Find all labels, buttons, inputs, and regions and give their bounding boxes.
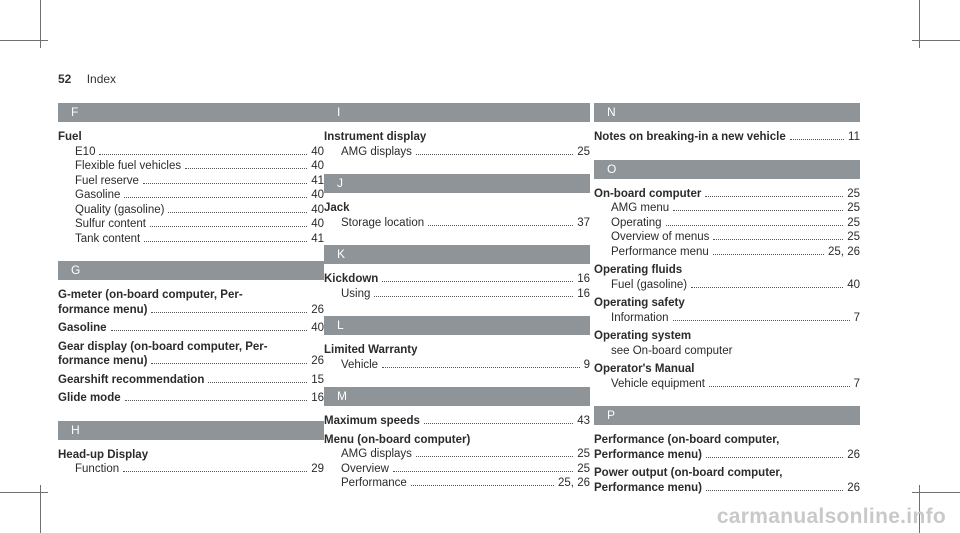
dot-leader [125,400,308,401]
section-letter-bar: K [324,245,590,264]
section-letter-bar: O [594,160,860,179]
page-ref: 40 [311,322,324,334]
index-subentry [324,287,590,302]
index-entry-row [58,391,324,406]
index-entry [58,288,324,317]
index-entry-row [58,373,324,388]
dot-leader [168,212,307,213]
page-number: 52 [58,72,72,86]
dot-leader [706,490,843,491]
index-column-3 [594,103,860,510]
section-letter-bar: I [324,103,590,122]
index-subentry [324,216,590,231]
page-ref: 7 [853,311,860,324]
dot-leader [124,197,307,198]
subentry-label: Using [341,287,371,300]
dot-leader [144,241,307,242]
section-entries [324,122,590,159]
index-entry-row [594,187,860,202]
subentry-label: Fuel (gasoline) [611,278,688,291]
subentry-label: Performance menu [611,245,709,258]
index-subentry [58,159,324,174]
entry-title: Gearshift recommendation [58,373,205,386]
dot-leader [382,367,580,368]
index-section [324,174,590,230]
index-entry-row [58,130,324,145]
index-section [58,261,324,406]
entry-title: Gasoline [58,322,107,334]
entry-title: Performance (on-board computer, [594,434,780,446]
crop-mark [0,492,48,493]
subentry-label: Sulfur content [75,218,146,230]
section-entries [594,122,860,145]
page-ref: 16 [311,392,324,404]
entry-title: Kickdown [324,273,379,285]
page-ref: 40 [311,160,324,172]
page-ref: 7 [853,377,860,390]
index-entry-row [58,321,324,336]
index-entry [324,201,590,230]
index-entry-row [324,272,590,287]
subentry-label: see On-board computer [611,344,733,357]
index-entry [324,343,590,372]
page-ref: 16 [577,273,590,285]
entry-title-cont: Performance menu) [594,448,703,461]
index-entry [324,414,590,429]
dot-leader [393,471,573,472]
section-letter-bar: F [58,103,324,122]
subentry-label: Operating [611,216,662,229]
crop-mark [912,40,960,41]
index-subentry [594,311,860,326]
index-entry-row [324,201,590,216]
section-entries [324,264,590,301]
index-entry-row [58,354,324,369]
index-section [594,406,860,495]
index-entry-row [58,340,324,355]
subentry-label: Performance [341,477,407,489]
section-letter-bar: G [58,261,324,280]
page-ref: 40 [311,189,324,201]
index-entry-row [594,130,860,145]
dot-leader [151,363,307,364]
dot-leader [713,254,824,255]
index-entry-row [594,466,860,481]
page-ref: 40 [311,203,324,216]
entry-title: On-board computer [594,187,702,200]
page-ref: 16 [577,287,590,300]
entry-title: Jack [324,202,350,214]
entry-title: Fuel [58,131,82,143]
page-ref: 43 [577,415,590,427]
entry-title: Glide mode [58,392,121,404]
dot-leader [424,423,573,424]
index-subentry [58,203,324,218]
subentry-label: E10 [75,145,96,158]
index-subentry [324,462,590,477]
index-entry [594,187,860,260]
index-column-2 [324,103,590,506]
index-subentry [58,145,324,160]
index-entry-row [324,343,590,358]
section-letter-bar: J [324,174,590,193]
index-entry-row [324,130,590,145]
dot-leader [706,457,843,458]
page-ref: 26 [847,481,860,494]
section-entries [58,440,324,477]
index-entry [594,433,860,462]
subentry-label: Information [611,311,669,324]
subentry-label: Quality (gasoline) [75,203,165,216]
entry-title: Power output (on-board computer, [594,467,783,479]
index-entry-row [594,433,860,448]
index-section [594,103,860,145]
dot-leader [790,139,844,140]
page-ref: 25 [577,145,590,158]
dot-leader [382,281,573,282]
entry-title: Operating safety [594,297,685,309]
page-ref: 15 [311,373,324,386]
dot-leader [151,312,307,313]
index-entry-row [58,303,324,318]
subentry-label: AMG menu [611,202,670,214]
subentry-label: AMG displays [341,448,412,460]
index-entry-row [594,329,860,344]
index-entry [594,296,860,325]
index-section [324,316,590,372]
section-letter-bar: H [58,421,324,440]
index-entry-row [324,414,590,429]
dot-leader [666,225,844,226]
page-ref: 25 [847,202,860,214]
page-ref: 40 [847,278,860,291]
index-entry [58,130,324,246]
index-entry [58,448,324,477]
crop-mark [0,40,48,41]
index-column-1 [58,103,324,492]
entry-title-cont: Performance menu) [594,481,703,494]
index-subentry [594,201,860,216]
index-section [58,421,324,477]
section-entries [594,425,860,495]
index-entry [58,321,324,336]
section-entries [324,406,590,491]
subentry-label: Storage location [341,216,425,229]
index-entry [594,466,860,495]
section-entries [594,179,860,392]
entry-title: Operator's Manual [594,363,695,375]
index-entry [594,263,860,292]
index-subentry [594,344,860,359]
index-subentry [58,232,324,247]
page-ref: 41 [311,232,324,245]
index-subentry [58,174,324,189]
dot-leader [411,485,554,486]
entry-title: Menu (on-board computer) [324,433,471,446]
page-ref: 25, 26 [558,477,590,489]
index-subentry [594,245,860,260]
index-subentry [58,462,324,477]
subentry-label: Gasoline [75,189,121,201]
page-ref: 9 [583,358,590,371]
index-subentry [594,216,860,231]
subentry-label: Vehicle [341,358,379,371]
index-subentry [324,476,590,491]
subentry-label: Flexible fuel vehicles [75,160,182,172]
entry-title: Limited Warranty [324,344,418,356]
page-ref: 25, 26 [828,245,860,258]
subentry-label: Overview of menus [611,231,710,243]
page-ref: 26 [311,303,324,316]
subentry-label: Tank content [75,232,141,245]
index-entry [58,391,324,406]
page-ref: 25 [577,448,590,460]
subentry-label: Function [75,463,120,475]
index-entry [324,272,590,301]
index-entry [324,130,590,159]
dot-leader [416,154,573,155]
section-entries [324,193,590,230]
index-subentry [594,278,860,293]
page-ref: 29 [311,463,324,475]
dot-leader [673,210,843,211]
index-entry-row [324,433,590,448]
index-entry-row [594,481,860,496]
entry-title: Notes on breaking-in a new vehicle [594,131,786,143]
index-subentry [58,188,324,203]
section-entries [58,280,324,406]
entry-title: Head-up Display [58,448,149,461]
entry-title-cont: formance menu) [58,303,148,316]
dot-leader [374,296,573,297]
section-letter-bar: L [324,316,590,335]
index-section [324,387,590,491]
dot-leader [185,168,307,169]
entry-title: Operating system [594,330,692,342]
section-letter-bar: N [594,103,860,122]
index-entry-row [58,448,324,463]
index-entry-row [594,448,860,463]
dot-leader [691,287,843,288]
index-entry [594,362,860,391]
index-section [594,160,860,392]
page-header [58,72,116,86]
page-ref: 25 [847,216,860,229]
dot-leader [99,154,307,155]
index-subentry [324,145,590,160]
subentry-label: Overview [341,462,389,475]
index-entry-row [594,263,860,278]
page-ref: 11 [848,131,860,143]
section-letter-bar: P [594,406,860,425]
subentry-label: AMG displays [341,145,412,158]
page-ref: 26 [311,355,324,367]
dot-leader [705,196,843,197]
section-letter-bar: M [324,387,590,406]
entry-title: Gear display (on-board computer, Per- [58,340,268,353]
index-entry [324,433,590,491]
index-section [58,103,324,246]
subentry-label: Fuel reserve [75,174,139,187]
page-ref: 41 [311,174,324,187]
dot-leader [673,320,850,321]
entry-title: Operating fluids [594,264,683,276]
page-ref: 26 [847,448,860,461]
dot-leader [111,330,308,331]
section-entries [58,122,324,246]
dot-leader [208,382,307,383]
index-subentry [594,377,860,392]
entry-title-cont: formance menu) [58,355,148,367]
dot-leader [428,225,573,226]
index-subentry [324,358,590,373]
page-ref: 37 [577,216,590,229]
dot-leader [416,456,573,457]
index-entry-row [58,288,324,303]
index-subentry [594,230,860,245]
subentry-label: Vehicle equipment [611,377,705,390]
index-section [324,245,590,301]
dot-leader [713,239,843,240]
index-entry-row [594,296,860,311]
page-ref: 25 [577,462,590,475]
page-ref: 25 [847,187,860,200]
index-subentry [58,217,324,232]
dot-leader [709,386,850,387]
entry-title: G-meter (on-board computer, Per- [58,289,243,301]
page-ref: 40 [311,145,324,158]
crop-mark [912,492,960,493]
section-entries [324,335,590,372]
page-ref: 40 [311,218,324,230]
index-entry [594,130,860,145]
index-entry [58,340,324,369]
index-entry-row [594,362,860,377]
page-title: Index [86,72,117,86]
entry-title: Maximum speeds [324,415,420,427]
index-entry [58,373,324,388]
index-section [324,103,590,159]
dot-leader [123,471,307,472]
watermark: carmanualsonline.info [716,505,946,528]
index-subentry [324,447,590,462]
dot-leader [143,183,307,184]
index-entry [594,329,860,358]
entry-title: Instrument display [324,131,427,143]
dot-leader [150,226,307,227]
page-ref: 25 [847,231,860,243]
